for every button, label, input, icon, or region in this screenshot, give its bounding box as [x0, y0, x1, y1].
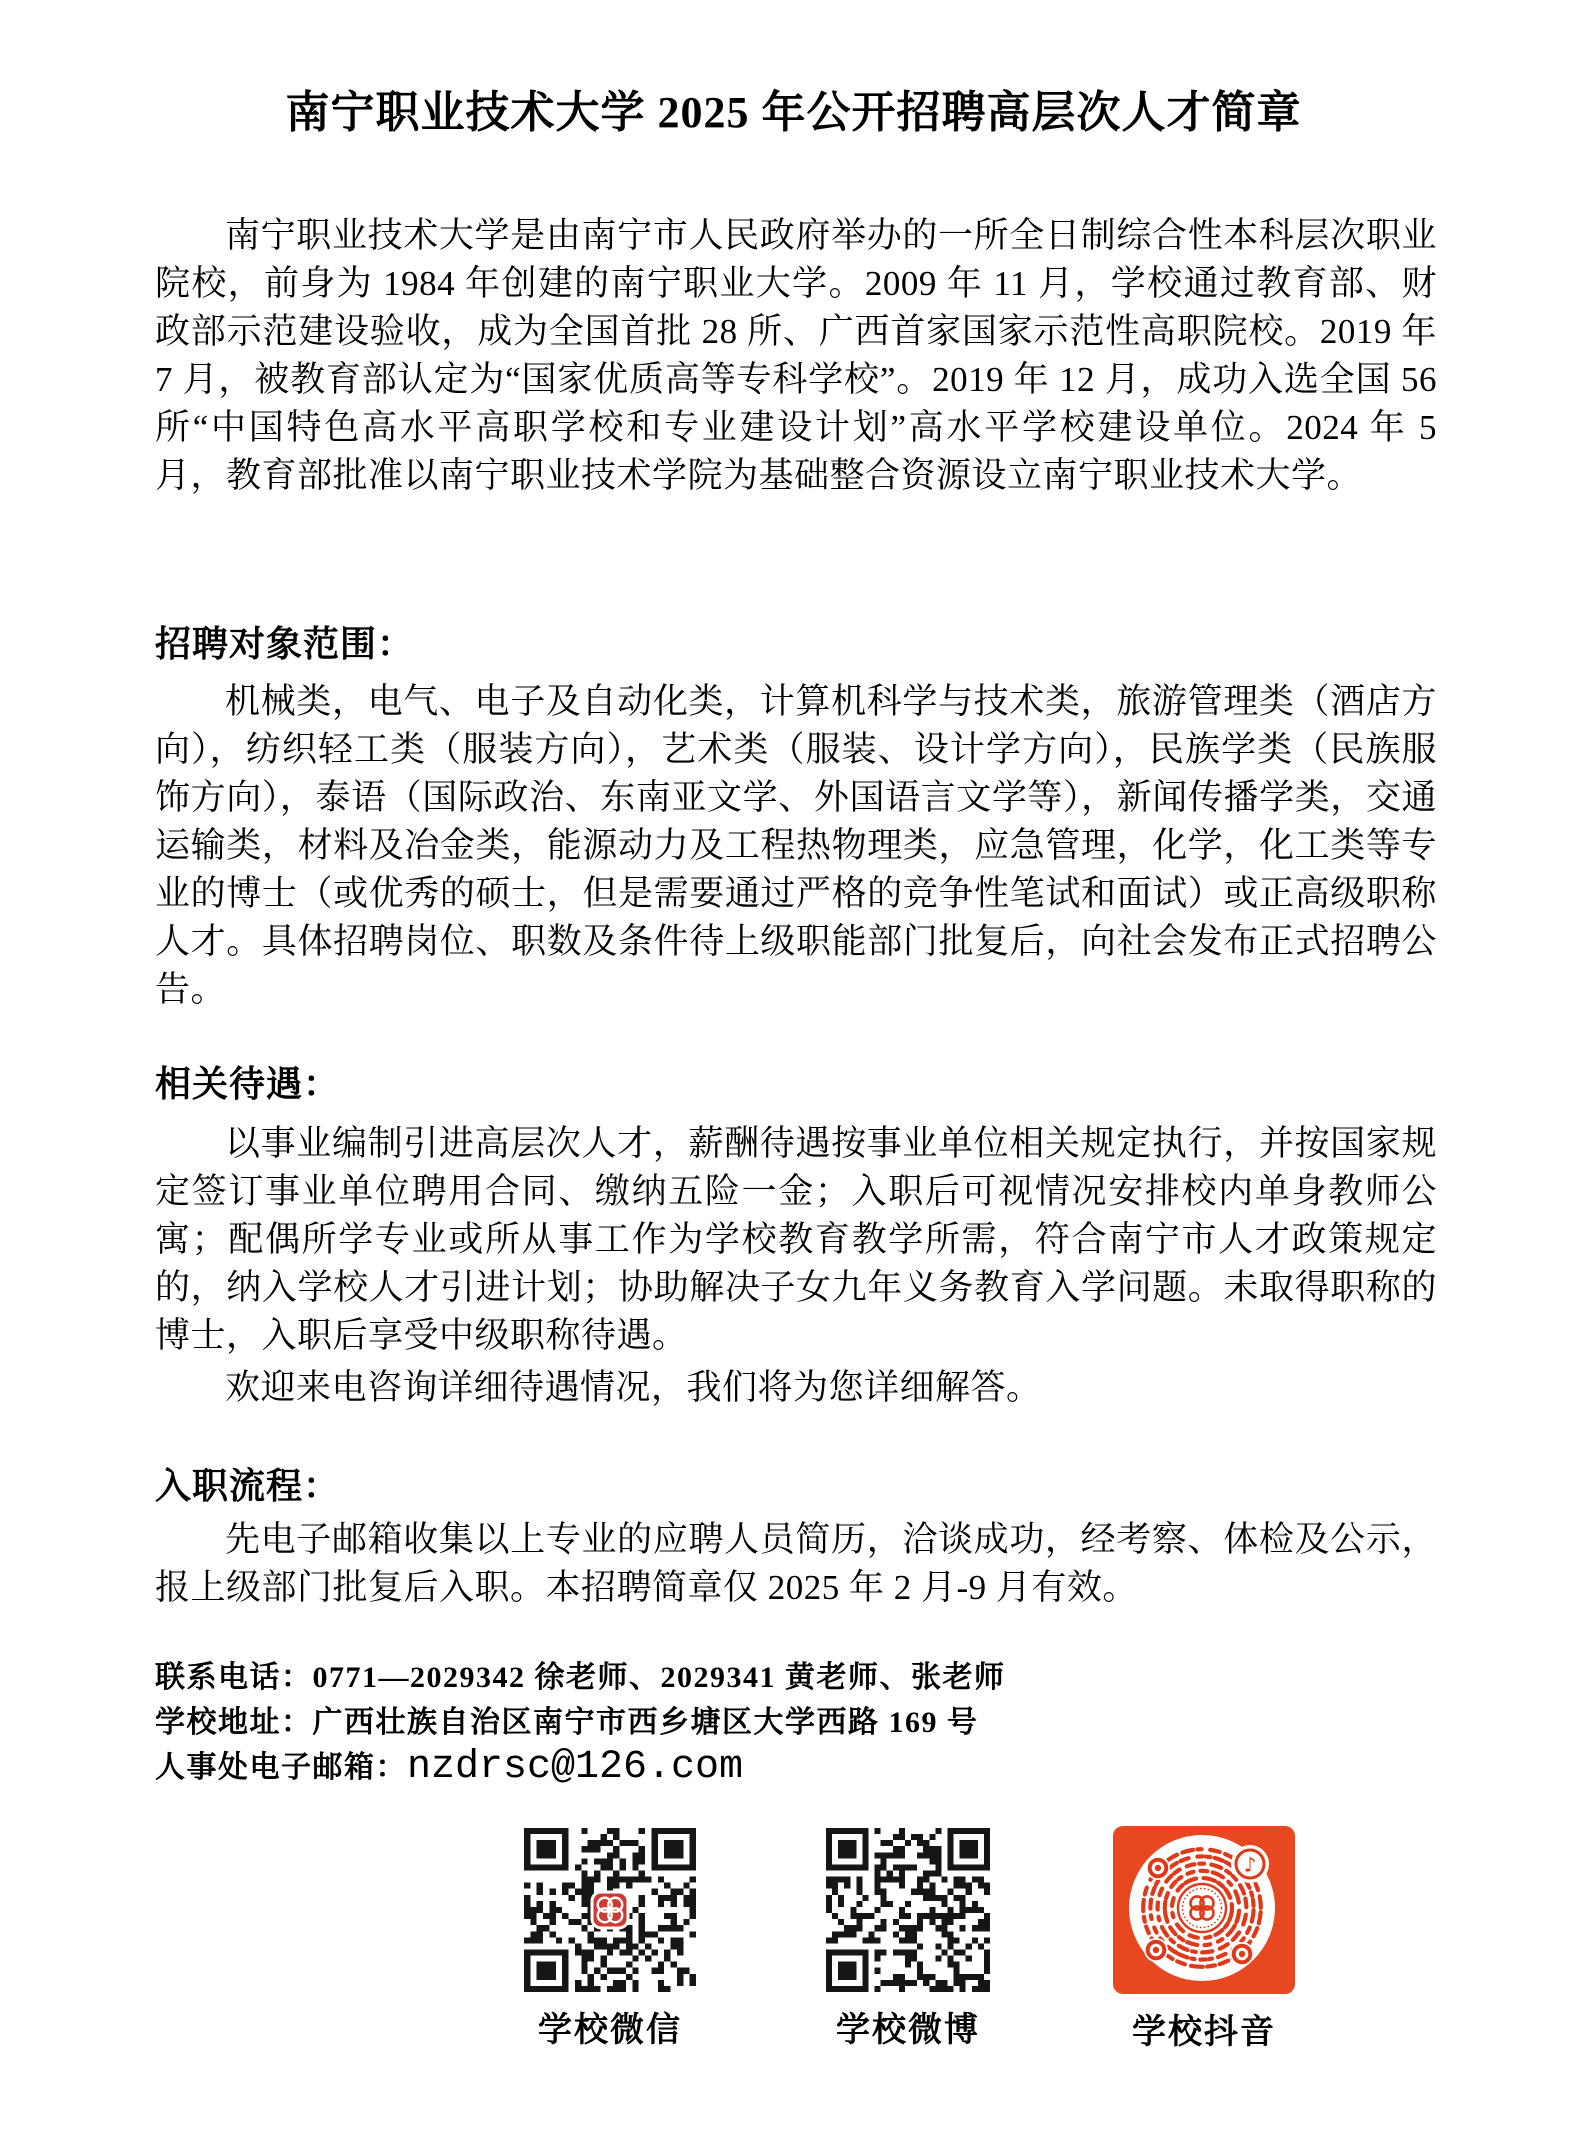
contact-address-label: 学校地址：: [155, 1706, 313, 1739]
benefits-note-paragraph: 欢迎来电咨询详细待遇情况，我们将为您详细解答。: [225, 1368, 1042, 1407]
wechat-qr-label: 学校微信: [538, 2012, 682, 2049]
contact-phone-line: [155, 1652, 1437, 1696]
contact-address-value: 广西壮族自治区南宁市西乡塘区大学西路 169 号: [312, 1706, 979, 1739]
douyin-qr-label: 学校抖音: [1132, 2014, 1276, 2051]
intro-paragraph: 南宁职业技术大学是由南宁市人民政府举办的一所全日制综合性本科层次职业院校，前身为 1984 年创建的南宁职业大学。2009 年 11 月，学校通过教育部、财政部示范建设验收，成为全国首批 28 所、广西首家国家示范性高职院校。2019 年 7 月，被教育部认定为“国家优质高等专科学校”。2019 年 12 月，成功入选全国 56 所“中国特色高水平高职学校和专业建设计划”高水平学校建设单位。2024 年 5 月，教育部批准以南宁职业技术学院为基础整合资源设立南宁职业技术大学。: [155, 216, 1437, 495]
contact-phone-label: 联系电话：: [155, 1661, 313, 1694]
wechat-qr-code: [524, 1828, 696, 1992]
wechat-qr-figure: [524, 1828, 696, 2051]
section-heading-scope: 招聘对象范围：: [155, 623, 415, 664]
weibo-qr-code: [826, 1828, 990, 1992]
section-heading-process: 入职流程：: [155, 1465, 341, 1506]
contact-email-line: [155, 1742, 1437, 1790]
page-title: 南宁职业技术大学 2025 年公开招聘高层次人才简章: [285, 88, 1302, 137]
section-heading-benefits: 相关待遇：: [155, 1063, 341, 1104]
process-paragraph: 先电子邮箱收集以上专业的应聘人员简历，洽谈成功，经考察、体检及公示，报上级部门批复后入职。本招聘简章仅 2025 年 2 月-9 月有效。: [155, 1520, 1437, 1607]
svg-text:♪: ♪: [1243, 1852, 1257, 1877]
contact-phone-value: 0771—2029342 徐老师、2029341 黄老师、张老师: [312, 1661, 1006, 1694]
contact-address-line: [155, 1697, 1437, 1741]
school-logo-icon: [590, 1890, 630, 1930]
douyin-qr-code: [1113, 1826, 1295, 1994]
weibo-qr-label: 学校微博: [836, 2012, 980, 2049]
music-note-icon: [1231, 1845, 1269, 1883]
scope-paragraph: 机械类，电气、电子及自动化类，计算机科学与技术类，旅游管理类（酒店方向），纺织轻工类（服装方向），艺术类（服装、设计学方向），民族学类（民族服饰方向），泰语（国际政治、东南亚文学、外国语言文学等），新闻传播学类，交通运输类，材料及冶金类，能源动力及工程热物理类，应急管理，化学，化工类等专业的博士（或优秀的硕士，但是需要通过严格的竞争性笔试和面试）或正高级职称人才。具体招聘岗位、职数及条件待上级职能部门批复后，向社会发布正式招聘公告。: [155, 682, 1437, 1009]
contact-email-label: 人事处电子邮箱：: [155, 1751, 407, 1784]
douyin-qr-figure: [1113, 1826, 1295, 2053]
contact-email-value: nzdrsc@126.com: [407, 1745, 744, 1790]
benefits-paragraph: 以事业编制引进高层次人才，薪酬待遇按事业单位相关规定执行，并按国家规定签订事业单位聘用合同、缴纳五险一金；入职后可视情况安排校内单身教师公寓；配偶所学专业或所从事工作为学校教育教学所需，符合南宁市人才政策规定的，纳入学校人才引进计划；协助解决子女九年义务教育入学问题。未取得职称的博士，入职后享受中级职称待遇。: [155, 1124, 1437, 1355]
weibo-qr-figure: [826, 1828, 990, 2051]
